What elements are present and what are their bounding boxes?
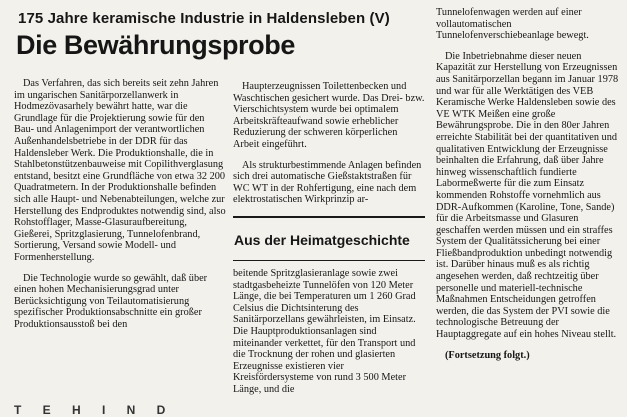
article-column-3 xyxy=(436,7,619,361)
divider xyxy=(233,260,425,261)
paragraph: Haupterzeugnissen Toilettenbecken und Waschtischen gesichert wurde. Das Drei- bzw. Vierschichtsystem wurde bei optimalem Arbeitskräfteaufwand sowie erheblicher Reduzierung der schweren körperlichen Arbeit eingeführt. xyxy=(233,81,425,150)
cut-off-text: T E H I N D xyxy=(14,403,175,417)
article-column-2-top xyxy=(233,81,425,206)
paragraph: Die Inbetriebnahme dieser neuen Kapazität zur Herstellung von Erzeugnissen aus Sanitärporzellan begann im Januar 1978 und war für alle Werktätigen des VEB Keramische Werke Haldensleben sowie des VE WTK Meißen eine große Bewährungsprobe. Die in den 80er Jahren erreichte Stabilität bei der quantitativen und qualitativen Entwicklung der Erzeugnisse beinhalten die Erfahrung, daß über Jahre hinweg wissenschaftlich fundierte Labormeßwerte für die zum Einsatz kommenden Rohstoffe vornehmlich aus DDR-Aufkommen (Karoline, Tone, Sande) für die Arbeitsmasse und Glasuren geschaffen werden müssen und ein straffes System der Qualitätssicherung bei einer Fließbandproduktion unbedingt notwendig ist. Darüber hinaus muß es als richtig angesehen werden, daß rechtzeitig über personelle und materiell-technische Maßnahmen Entscheidungen getroffen werden, die das System der PVI sowie die technologische Betreuung der Hauptaggregate auf ein hohes Niveau stellt. xyxy=(436,50,619,341)
continuation-note: (Fortsetzung folgt.) xyxy=(445,349,530,361)
paragraph: Das Verfahren, das sich bereits seit zehn Jahren im ungarischen Sanitärporzellanwerk in Hodmezövasarhely bewährt hatte, war die Grundlage für die Projektierung sowie für den Bau- und Anlagenimport der verantwortlichen Außenhandelsbetriebe in der DDR für das Haldensleber Werk. Die Produktionshalle, die in Stahlbetonstützenbauweise mit Copilithverglasung entstand, besitzt eine Grundfläche von etwa 32 200 Quadratmetern. In der Produktionshalle befinden sich alle Haupt- und Nebenabteilungen, welche zur Herstellung des Endproduktes notwendig sind, also Rohstofflager, Masse-Glasuraufbereitung, Gießerei, Spritzglasierung, Tunnelofenbrand, Sortierung, Versand sowie Modell- und Formenherstellung. xyxy=(14,78,226,263)
paragraph: beitende Spritzglasieranlage sowie zwei stadtgasbeheizte Tunnelöfen von 120 Meter Länge, die bei Temperaturen um 1 260 Grad Celsius die Dichtsinterung des Sanitärporzellans gewährleisten, im Einsatz. Die Hauptproduktionsanlagen sind miteinander verkettet, für den Transport und die Trocknung der rohen und glasierten Erzeugnisse existieren vier Kreisfördersysteme von rund 3 500 Meter Länge, und die xyxy=(233,268,416,395)
article-headline: Die Bewährungsprobe xyxy=(16,30,295,60)
divider xyxy=(233,216,425,218)
article-column-1 xyxy=(14,78,226,330)
paragraph: Tunnelofenwagen werden auf einer vollautomatischen Tunnelofenverschiebeanlage bewegt. xyxy=(436,7,589,42)
sidebar-heading: Aus der Heimatgeschichte xyxy=(234,232,410,248)
paragraph: Die Technologie wurde so gewählt, daß über einen hohen Mechanisierungsgrad unter Berücksichtigung von Teilautomatisierung spezifischer Produktionsabschnitte ein großer Produktionsausstoß bei den xyxy=(14,272,208,330)
article-kicker: 175 Jahre keramische Industrie in Haldensleben (V) xyxy=(18,10,390,27)
article-column-2-bottom xyxy=(233,268,425,396)
paragraph: Als strukturbestimmende Anlagen befinden sich drei automatische Gießstaktstraßen für WC WT in der Rohfertigung, eine nach dem elektrostatischen Wirkprinzip ar- xyxy=(233,159,422,206)
